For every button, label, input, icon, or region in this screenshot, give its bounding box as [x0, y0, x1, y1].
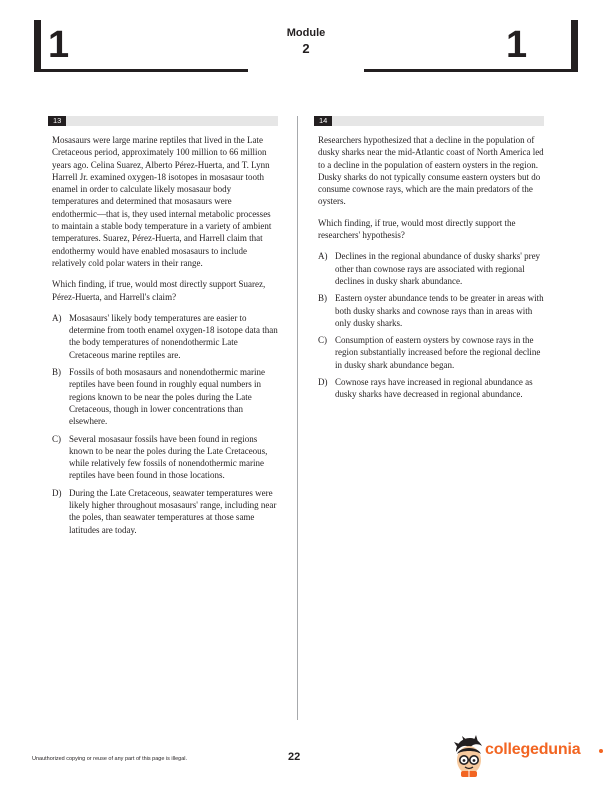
choice-letter: D): [318, 377, 328, 388]
question-number-bar: [48, 116, 278, 126]
header-left-rule: [34, 69, 248, 72]
choice-text: Fossils of both mosasaurs and nonendothermic marine reptiles have been found in roughly equal numbers in regions known to be near the poles during the Late Cretaceous, though in lower concentrations than elsewhere.: [69, 367, 265, 427]
choice-letter: A): [52, 312, 62, 323]
choice-letter: B): [52, 367, 61, 378]
answer-choice-b[interactable]: [52, 366, 278, 427]
question-number-bar: [314, 116, 544, 126]
choice-letter: C): [318, 335, 327, 346]
header-left-number: 1: [48, 24, 70, 66]
answer-choice-a[interactable]: [318, 250, 544, 287]
question-number: 14: [314, 116, 332, 126]
choice-text: Mosasaurs' likely body temperatures are easier to determine from tooth enamel oxygen-18 isotope data than the body temperatures of nonendothermic Late Cretaceous marine reptiles are.: [69, 312, 278, 360]
answer-choice-d[interactable]: [52, 487, 278, 536]
copyright-notice: Unauthorized copying or reuse of any part of this page is illegal.: [32, 756, 188, 762]
answer-choice-d[interactable]: [318, 376, 544, 401]
choice-text: Cownose rays have increased in regional abundance as dusky sharks have decreased in regional abundance.: [335, 377, 533, 400]
question-passage: Mosasaurs were large marine reptiles that lived in the Late Cretaceous period, approximately 100 million to 66 million years ago. Celina Suarez, Alberto Pérez-Huerta, and T. Lynn Harrell Jr. examined oxygen-18 isotopes in mosasaur tooth enamel in order to calculate likely mosasaur body temperatures and determined that mosasaurs were endothermic—that is, they used internal metabolic processes to maintain a stable body temperature in a variety of ambient temperatures. Suarez, Pérez-Huerta, and Harrell claim that endothermy would have enabled mosasaurs to include relatively cold polar waters in their range.: [52, 135, 272, 268]
module-number: 2: [302, 41, 310, 56]
header-right-rule: [364, 69, 578, 72]
question-prompt: Which finding, if true, would most directly support the researchers' hypothesis?: [318, 217, 516, 241]
choice-text: Several mosasaur fossils have been found in regions known to be near the poles during the Late Cretaceous, while relatively few fossils of nonendothermic marine reptiles have been found in those locations.: [69, 433, 268, 481]
page-number: 22: [288, 751, 301, 763]
question-prompt: Which finding, if true, would most directly support Suarez, Pérez-Huerta, and Harrell's claim?: [52, 279, 266, 302]
collegedunia-logo-text: collegedunia: [485, 741, 581, 758]
module-label: Module: [286, 27, 326, 39]
answer-choice-c[interactable]: [52, 433, 278, 482]
answer-choice-a[interactable]: [52, 312, 278, 361]
answer-choice-b[interactable]: [318, 292, 544, 329]
header-right-number: 1: [506, 24, 528, 66]
question-number: 13: [48, 116, 66, 126]
question-14: [314, 116, 544, 406]
choice-text: During the Late Cretaceous, seawater temperatures were likely higher throughout mosasaurs' range, including near the poles, than seawater temperatures at those same latitudes are today.: [69, 487, 277, 535]
choice-letter: B): [318, 293, 327, 304]
answer-choice-c[interactable]: [318, 334, 544, 371]
question-13: [48, 116, 278, 541]
column-divider: [297, 116, 298, 720]
module-indicator: [256, 27, 356, 58]
header-right-bar: [571, 20, 578, 70]
choice-letter: C): [52, 433, 61, 444]
choice-letter: A): [318, 251, 328, 262]
choice-text: Eastern oyster abundance tends to be greater in areas with both dusky sharks and cownose rays than in areas with only dusky sharks.: [335, 293, 544, 328]
choice-letter: D): [52, 487, 62, 498]
question-passage: Researchers hypothesized that a decline in the population of dusky sharks near the mid-Atlantic coast of North America led to a decline in the population of eastern oysters in the region. Dusky sharks do not typically consume eastern oysters but do consume cownose rays, which are the main predators of the oysters.: [318, 135, 544, 207]
choice-text: Consumption of eastern oysters by cownose rays in the region substantially increased before the regional decline in dusky shark abundance began.: [335, 335, 541, 370]
header-left-bar: [34, 20, 41, 70]
choice-text: Declines in the regional abundance of dusky sharks' prey other than cownose rays are associated with regional declines in dusky shark abundance.: [335, 251, 541, 286]
